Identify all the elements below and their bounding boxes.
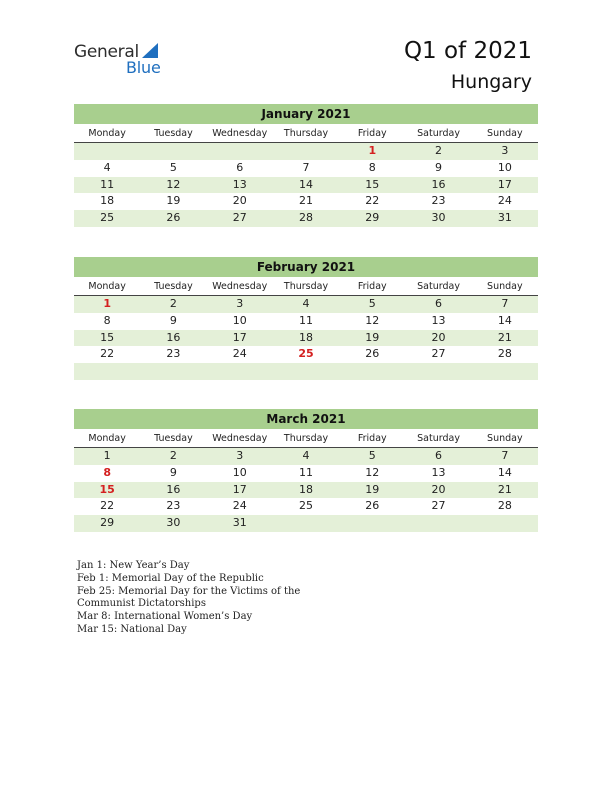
day-cell [140,143,206,160]
month-title: February 2021 [74,257,538,277]
weekday-label: Sunday [487,128,523,139]
day-cell [472,363,538,380]
day-cell: 19 [365,330,380,344]
day-cell: 17 [497,177,512,191]
weekday-label: Friday [357,128,387,139]
day-cell: 1 [368,144,377,157]
day-cell: 1 [103,297,111,310]
day-cell: 18 [100,194,115,208]
day-cell: 12 [166,177,181,191]
weekday-header-row [74,126,538,143]
day-cell: 3 [236,297,244,310]
day-cell: 6 [435,449,443,462]
day-cell: 18 [298,482,313,496]
day-cell: 21 [497,482,512,496]
holiday-note: Feb 25: Memorial Day for the Victims of the [77,585,301,597]
day-cell: 5 [169,160,177,174]
day-cell: 24 [497,194,512,208]
day-cell: 8 [103,313,111,327]
holiday-note: Jan 1: New Year’s Day [77,560,190,571]
day-cell: 26 [365,347,380,361]
week-row [74,465,538,482]
day-cell: 9 [435,160,443,174]
weekday-label: Tuesday [154,128,193,139]
day-cell: 11 [298,313,313,327]
day-cell [74,363,140,380]
holiday-list [77,560,377,637]
day-cell: 23 [166,499,181,513]
week-row [74,177,538,194]
logo-text-blue: Blue [126,58,161,77]
day-cell: 3 [236,449,244,462]
weekday-label: Wednesday [212,281,268,292]
day-cell: 12 [365,313,380,327]
day-cell [207,363,273,380]
day-cell [207,143,273,160]
month-calendar [74,257,538,380]
day-cell: 24 [232,499,247,513]
weekday-label: Sunday [487,433,523,444]
weekday-label: Monday [88,128,126,139]
day-cell: 11 [298,465,313,479]
day-cell: 20 [431,330,446,344]
day-cell: 31 [497,211,512,225]
day-cell: 14 [497,465,512,479]
day-cell: 9 [169,465,177,479]
day-cell: 15 [100,330,115,344]
holiday-note: Mar 8: International Women’s Day [77,611,253,623]
month-calendar [74,104,538,227]
day-cell: 9 [169,313,177,327]
month-title: January 2021 [74,104,538,124]
day-cell: 25 [100,211,115,225]
day-cell: 30 [166,516,181,530]
day-cell [273,363,339,380]
weekday-label: Saturday [417,433,460,444]
day-cell: 16 [166,482,181,496]
holiday-note: Feb 1: Memorial Day of the Republic [77,572,264,584]
day-cell: 29 [365,211,380,225]
day-cell: 19 [365,482,380,496]
day-cell: 8 [368,160,376,174]
day-cell: 17 [232,482,247,496]
day-cell: 13 [431,313,446,327]
weekday-header-row [74,279,538,296]
weekday-label: Saturday [417,281,460,292]
day-cell: 4 [103,160,111,174]
day-cell: 14 [497,313,512,327]
day-cell [405,363,471,380]
week-row [74,296,538,313]
day-cell: 22 [365,194,380,208]
day-cell: 1 [103,449,111,462]
day-cell: 17 [232,330,247,344]
day-cell: 2 [435,144,443,157]
weekday-header-row [74,431,538,448]
weekday-label: Wednesday [212,128,268,139]
logo-text-general: General [74,42,139,62]
day-cell: 27 [232,211,247,225]
day-cell: 8 [103,465,111,479]
day-cell: 27 [431,347,446,361]
weekday-label: Sunday [487,281,523,292]
day-cell: 2 [169,449,177,462]
day-cell: 24 [232,347,247,361]
logo-triangle-icon [142,43,158,58]
day-cell: 11 [100,177,115,191]
week-row [74,448,538,465]
weekday-label: Friday [357,433,387,444]
day-cell: 10 [497,160,512,174]
day-cell: 22 [100,499,115,513]
weekday-label: Saturday [417,128,460,139]
country-subtitle: Hungary [450,71,532,93]
weekday-label: Monday [88,281,126,292]
holiday-note: Communist Dictatorships [77,598,206,610]
general-blue-logo [74,40,174,80]
weekday-label: Thursday [283,128,329,139]
day-cell: 25 [298,347,314,361]
day-cell: 10 [232,313,247,327]
day-cell: 6 [236,160,244,174]
day-cell: 7 [302,160,310,174]
day-cell: 21 [497,330,512,344]
day-cell: 12 [365,465,380,479]
holiday-note: Mar 15: National Day [77,623,187,635]
day-cell: 27 [431,499,446,513]
day-cell: 18 [298,330,313,344]
day-cell: 28 [497,499,512,513]
day-cell [339,515,405,532]
weekday-label: Monday [88,433,126,444]
weekday-label: Tuesday [154,433,193,444]
day-cell: 3 [501,144,509,157]
day-cell: 7 [501,297,509,310]
week-row [74,482,538,499]
day-cell [273,515,339,532]
page-title: Q1 of 2021 [403,38,532,64]
day-cell: 4 [302,297,310,310]
day-cell: 31 [232,516,247,530]
day-cell: 19 [166,194,181,208]
day-cell: 16 [431,177,446,191]
day-cell [273,143,339,160]
week-row [74,193,538,210]
day-cell [472,515,538,532]
day-cell: 23 [431,194,446,208]
day-cell [339,363,405,380]
day-cell: 14 [298,177,313,191]
day-cell: 7 [501,449,509,462]
weekday-label: Thursday [283,281,329,292]
day-cell: 28 [298,211,313,225]
week-row [74,515,538,532]
day-cell: 28 [497,347,512,361]
week-row [74,498,538,515]
day-cell: 16 [166,330,181,344]
day-cell: 10 [232,465,247,479]
day-cell [405,515,471,532]
month-calendar [74,409,538,532]
day-cell: 20 [232,194,247,208]
week-row [74,143,538,160]
weekday-label: Friday [357,281,387,292]
day-cell: 26 [365,499,380,513]
day-cell [140,363,206,380]
week-row [74,313,538,330]
weekday-label: Thursday [283,433,329,444]
day-cell: 20 [431,482,446,496]
day-cell: 2 [169,297,177,310]
day-cell: 23 [166,347,181,361]
day-cell: 30 [431,211,446,225]
day-cell: 4 [302,449,310,462]
day-cell: 5 [368,297,376,310]
week-row [74,160,538,177]
week-row [74,346,538,363]
day-cell: 26 [166,211,181,225]
day-cell: 22 [100,347,115,361]
day-cell [74,143,140,160]
week-row [74,363,538,380]
week-row [74,210,538,227]
day-cell: 13 [232,177,247,191]
day-cell: 21 [298,194,313,208]
day-cell: 15 [99,482,115,496]
day-cell: 15 [365,177,380,191]
weekday-label: Tuesday [154,281,193,292]
day-cell: 6 [435,297,443,310]
weekday-label: Wednesday [212,433,268,444]
day-cell: 29 [100,516,115,530]
day-cell: 5 [368,449,376,462]
week-row [74,330,538,347]
day-cell: 13 [431,465,446,479]
month-title: March 2021 [74,409,538,429]
day-cell: 25 [298,499,313,513]
